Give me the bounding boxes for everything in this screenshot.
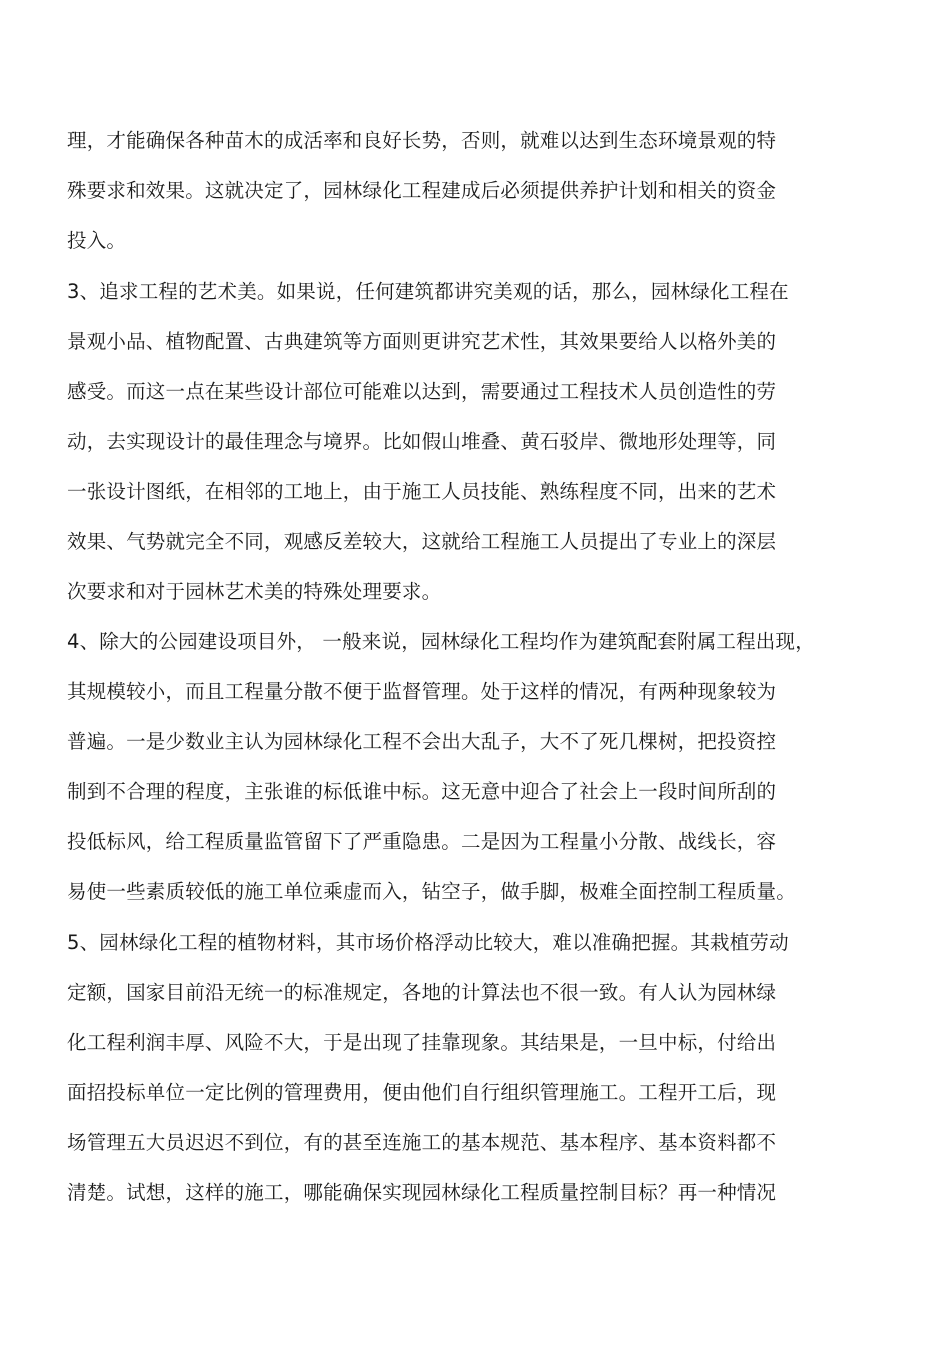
text-line: 场管理五大员迟迟不到位，有的甚至连施工的基本规范、基本程序、基本资料都不 — [67, 1131, 777, 1154]
text-line: 效果、气势就完全不同，观感反差较大，这就给工程施工人员提出了专业上的深层 — [67, 530, 777, 553]
text-line: 化工程利润丰厚、风险不大，于是出现了挂靠现象。其结果是，一旦中标，付给出 — [67, 1031, 777, 1054]
text-line: 5、园林绿化工程的植物材料，其市场价格浮动比较大，难以准确把握。其栽植劳动 — [67, 931, 789, 954]
text-line: 感受。而这一点在某些设计部位可能难以达到，需要通过工程技术人员创造性的劳 — [67, 380, 777, 403]
text-line: 4、除大的公园建设项目外， 一般来说，园林绿化工程均作为建筑配套附属工程出现， — [67, 630, 815, 653]
text-line: 定额，国家目前沿无统一的标准规定，各地的计算法也不很一致。有人认为园林绿 — [67, 981, 777, 1004]
text-line: 理，才能确保各种苗木的成活率和良好长势，否则，就难以达到生态环境景观的特 — [67, 129, 777, 152]
text-line: 次要求和对于园林艺术美的特殊处理要求。 — [67, 580, 442, 603]
text-line: 制到不合理的程度，主张谁的标低谁中标。这无意中迎合了社会上一段时间所刮的 — [67, 780, 777, 803]
text-line: 景观小品、植物配置、古典建筑等方面则更讲究艺术性，其效果要给人以格外美的 — [67, 330, 777, 353]
text-line: 3、追求工程的艺术美。如果说，任何建筑都讲究美观的话，那么，园林绿化工程在 — [67, 280, 789, 303]
text-line: 其规模较小，而且工程量分散不便于监督管理。处于这样的情况，有两种现象较为 — [67, 680, 777, 703]
text-line: 清楚。试想，这样的施工，哪能确保实现园林绿化工程质量控制目标？再一种情况 — [67, 1181, 777, 1204]
text-line: 面招投标单位一定比例的管理费用，便由他们自行组织管理施工。工程开工后，现 — [67, 1081, 777, 1104]
text-line: 投入。 — [67, 229, 127, 252]
text-line: 动，去实现设计的最佳理念与境界。比如假山堆叠、黄石驳岸、微地形处理等，同 — [67, 430, 777, 453]
text-line: 投低标风，给工程质量监管留下了严重隐患。二是因为工程量小分散、战线长，容 — [67, 830, 777, 853]
text-line: 易使一些素质较低的施工单位乘虚而入，钻空子，做手脚，极难全面控制工程质量。 — [67, 880, 796, 903]
text-line: 一张设计图纸，在相邻的工地上，由于施工人员技能、熟练程度不同，出来的艺术 — [67, 480, 777, 503]
text-line: 普遍。一是少数业主认为园林绿化工程不会出大乱子，大不了死几棵树，把投资控 — [67, 730, 777, 753]
text-line: 殊要求和效果。这就决定了，园林绿化工程建成后必须提供养护计划和相关的资金 — [67, 179, 777, 202]
